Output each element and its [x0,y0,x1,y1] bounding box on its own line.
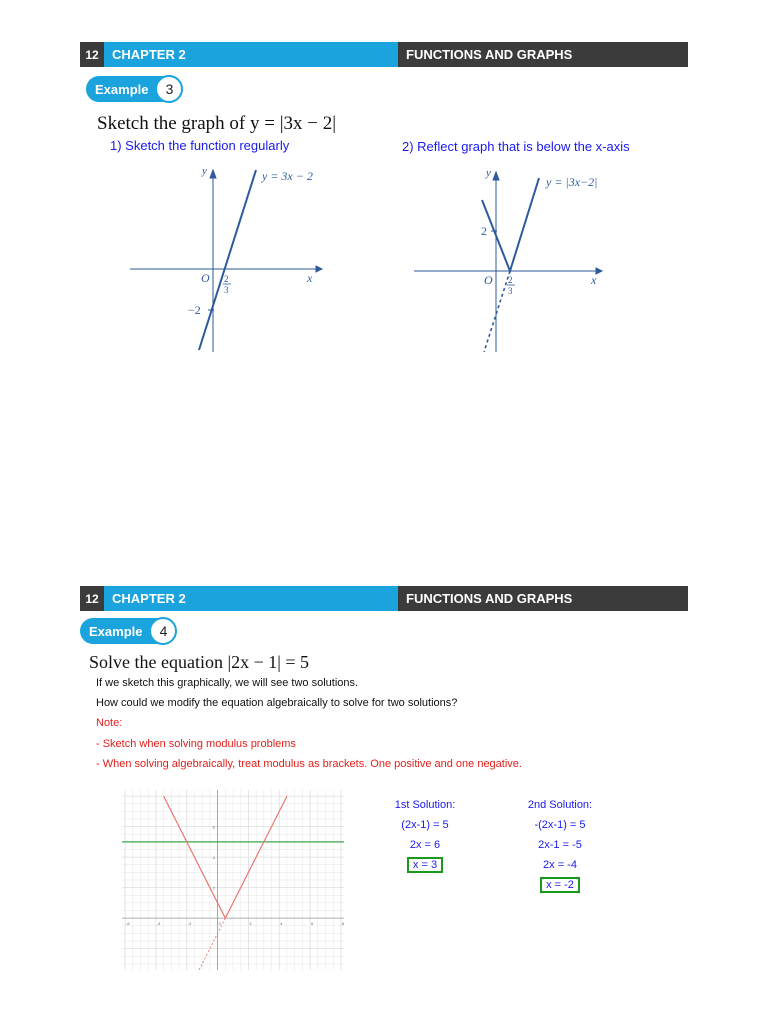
solution-2-heading: 2nd Solution: [527,799,593,811]
x-tick-label: 0 [218,921,221,927]
solution-1-answer: x = 3 [407,857,443,873]
y-intercept-label-2: 2 [481,224,487,238]
example-number: 4 [149,617,177,645]
x-tick-label: 4 [280,921,283,927]
y-tick-label: 2 [212,885,215,891]
y-axis-label-2: y [486,167,491,179]
example-4-badge [80,618,177,644]
solution-2 [515,799,605,893]
x-tick-label: -4 [156,921,161,927]
x-intercept-numerator: 2 [224,274,229,284]
explanation-line-2: How could we modify the equation algebraically to solve for two solutions? [96,697,458,709]
solution-1-heading: 1st Solution: [394,799,456,811]
x-tick-label: -2 [187,921,192,927]
page-number: 12 [80,586,104,611]
x-tick-label: 2 [249,921,252,927]
example-number: 3 [155,75,183,103]
solution-2-step-3: 2x = -4 [543,859,577,871]
x-axis-arrow [316,266,322,272]
x-tick-label: -6 [126,921,130,927]
explanation-line-1: If we sketch this graphically, we will see two solutions. [96,677,359,689]
origin-label: O [201,271,210,285]
example-label: Example [86,76,166,102]
x-tick-label: 6 [311,921,314,927]
equation-label: y = 3x − 2 [262,169,313,183]
example-4-title: Solve the equation |2x − 1| = 5 [89,652,309,672]
x-intercept-denominator: 3 [224,285,229,295]
line-y-abs-3x-2 [482,178,539,271]
chapter-label: CHAPTER 2 [104,586,398,611]
solution-2-step-1: -(2x-1) = 5 [534,819,586,831]
page-number: 12 [80,42,104,67]
origin-label-2: O [484,273,493,287]
x-axis-arrow-2 [596,268,602,274]
solution-1 [380,799,470,873]
note-line-2: - When solving algebraically, treat modulus as brackets. One positive and one negative. [96,758,522,770]
topic-label: FUNCTIONS AND GRAPHS [398,42,688,67]
page-header-bottom [80,586,688,611]
note-label: Note: [96,717,123,729]
topic-label: FUNCTIONS AND GRAPHS [398,586,688,611]
modulus-grid-graph [122,790,344,970]
x-axis-label-2: x [591,273,597,287]
line-y-3x-2 [199,170,256,350]
chapter-label: CHAPTER 2 [104,42,398,67]
y-axis-label: y [202,165,207,177]
example-label: Example [80,618,160,644]
example-3-title: Sketch the graph of y = |3x − 2| [97,113,337,134]
step-2-text: 2) Reflect graph that is below the x-axis [402,139,630,154]
y-tick-label: 4 [212,855,215,861]
solution-2-step-2: 2x-1 = -5 [538,839,582,851]
y-axis-arrow [210,170,216,178]
solution-1-step-2: 2x = 6 [409,839,441,851]
equation-label-2: y = |3x−2| [546,175,598,189]
x-intercept-numerator-2: 2 [508,275,513,285]
y-axis-arrow-2 [493,172,499,180]
x-intercept-denominator-2: 3 [508,286,513,296]
step-1-text: 1) Sketch the function regularly [110,138,290,153]
solution-1-step-1: (2x-1) = 5 [401,819,449,831]
x-axis-label: x [307,271,313,285]
note-line-1: - Sketch when solving modulus problems [96,738,296,750]
graph-linear [0,0,768,400]
solution-2-answer: x = -2 [540,877,580,893]
y-intercept-label: −2 [188,303,201,317]
y-tick-label: 6 [212,824,215,830]
x-tick-label: 8 [341,921,345,927]
